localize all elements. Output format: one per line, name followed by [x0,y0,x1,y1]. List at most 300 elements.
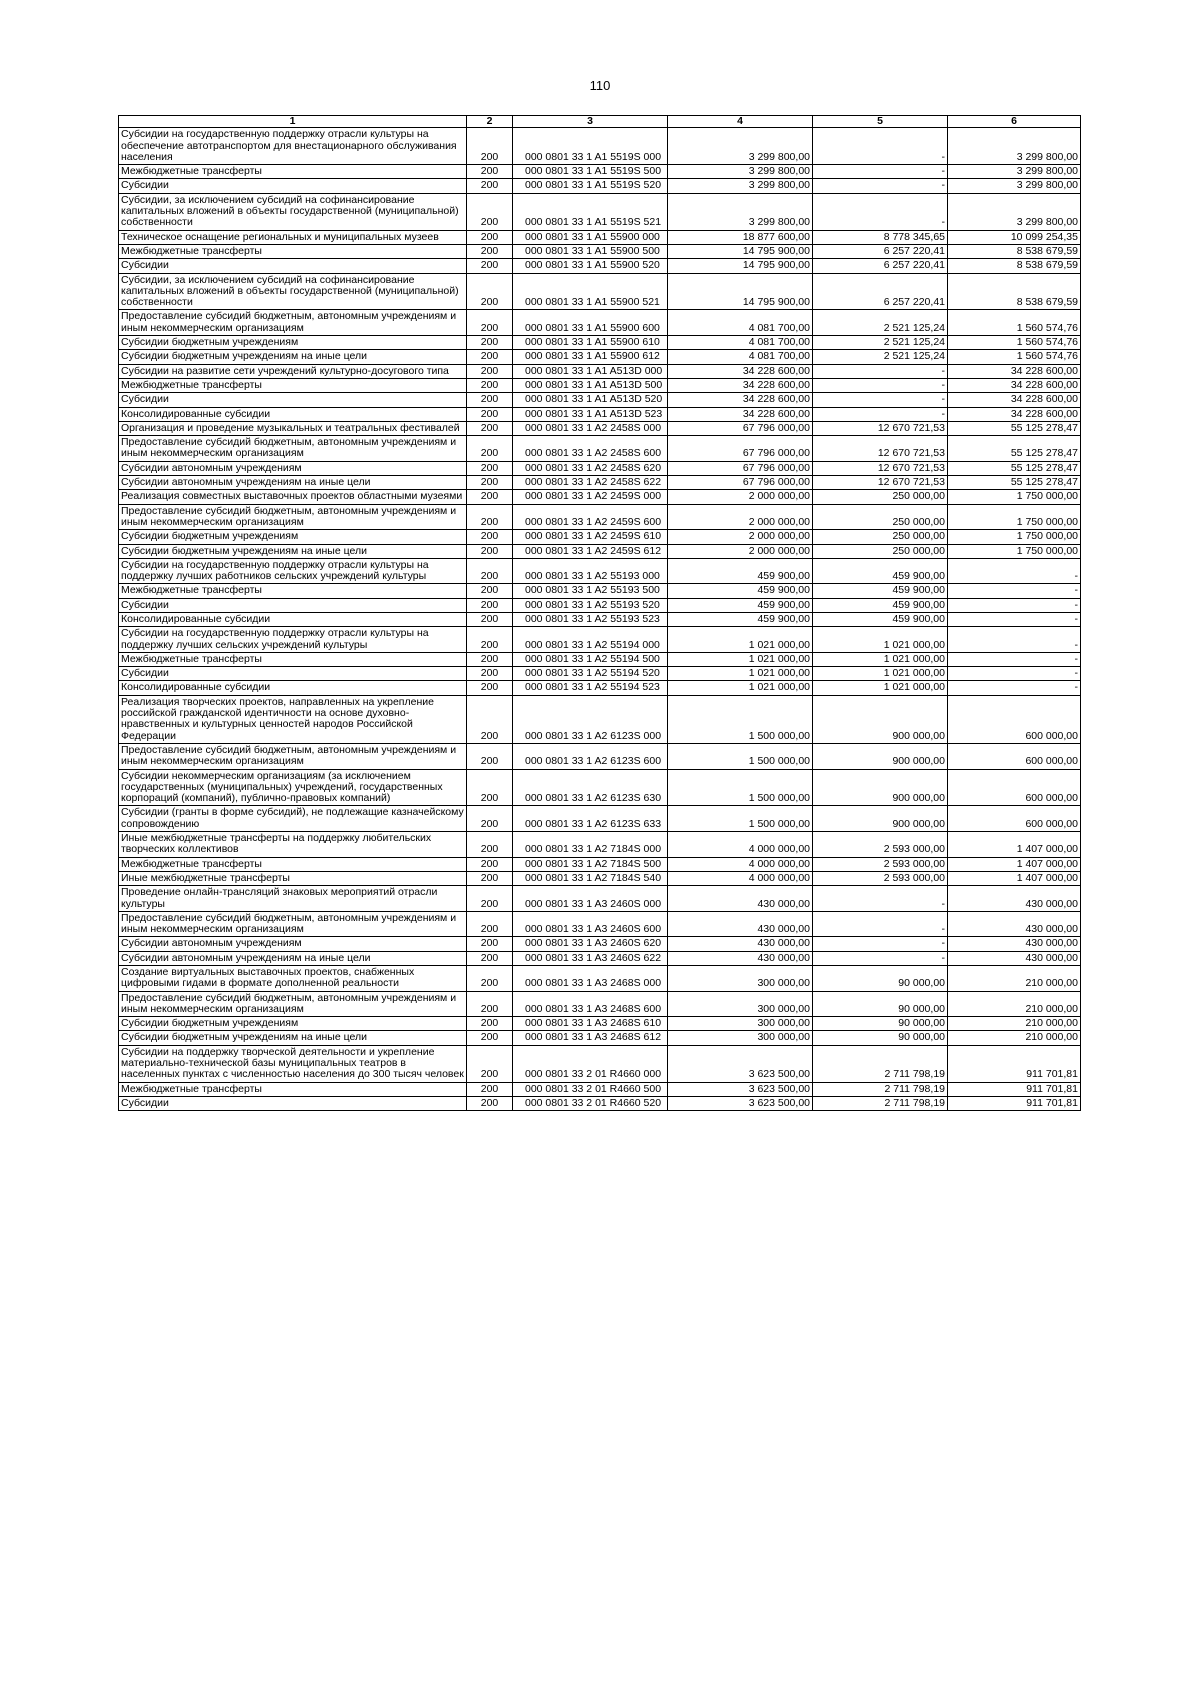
row-remaining: 1 407 000,00 [948,871,1081,885]
row-code: 200 [467,911,513,937]
row-code: 200 [467,806,513,832]
row-executed: 250 000,00 [813,530,948,544]
header-col-5: 5 [813,116,948,128]
row-approved: 4 081 700,00 [668,336,813,350]
row-code: 200 [467,259,513,273]
row-remaining: - [948,584,1081,598]
row-executed: 1 021 000,00 [813,681,948,695]
table-row [119,871,1081,885]
row-classification: 000 0801 33 1 A2 2458S 600 [513,436,668,462]
row-approved: 3 299 800,00 [668,179,813,193]
row-code: 200 [467,1045,513,1082]
row-approved: 1 021 000,00 [668,681,813,695]
table-row [119,1045,1081,1082]
row-name: Предоставление субсидий бюджетным, автономным учреждениям и иным некоммерческим организациям [119,436,467,462]
row-code: 200 [467,1031,513,1045]
row-name: Субсидии [119,1096,467,1110]
row-name: Субсидии на государственную поддержку отрасли культуры на поддержку лучших работников сельских учреждений культуры [119,558,467,584]
row-code: 200 [467,193,513,230]
row-classification: 000 0801 33 1 A3 2460S 622 [513,951,668,965]
row-approved: 18 877 600,00 [668,230,813,244]
row-executed: 12 670 721,53 [813,421,948,435]
table-row [119,769,1081,806]
table-row [119,378,1081,392]
row-approved: 300 000,00 [668,966,813,992]
table-row [119,667,1081,681]
row-remaining: 600 000,00 [948,743,1081,769]
table-row [119,128,1081,165]
table-row [119,244,1081,258]
row-code: 200 [467,530,513,544]
row-remaining: 600 000,00 [948,806,1081,832]
row-name: Субсидии на государственную поддержку отрасли культуры на обеспечение автотранспортом для внестационарного обслуживания населения [119,128,467,165]
table-row [119,652,1081,666]
row-approved: 14 795 900,00 [668,273,813,310]
table-row [119,695,1081,743]
table-row [119,407,1081,421]
row-approved: 459 900,00 [668,612,813,626]
row-executed: - [813,407,948,421]
table-row [119,857,1081,871]
table-row [119,1017,1081,1031]
row-name: Межбюджетные трансферты [119,652,467,666]
row-name: Предоставление субсидий бюджетным, автономным учреждениям и иным некоммерческим организациям [119,991,467,1017]
row-code: 200 [467,681,513,695]
row-code: 200 [467,476,513,490]
row-executed: 900 000,00 [813,806,948,832]
table-row [119,1031,1081,1045]
row-name: Межбюджетные трансферты [119,857,467,871]
row-name: Реализация творческих проектов, направленных на укрепление российской гражданской идентичности на основе духовно-нравственных и культурных ценностей народов Российской Федерации [119,695,467,743]
header-col-1: 1 [119,116,467,128]
row-classification: 000 0801 33 1 A2 6123S 630 [513,769,668,806]
row-remaining: 34 228 600,00 [948,393,1081,407]
table-row [119,193,1081,230]
table-row [119,530,1081,544]
row-name: Субсидии на государственную поддержку отрасли культуры на поддержку лучших сельских учреждений культуры [119,627,467,653]
row-code: 200 [467,421,513,435]
row-classification: 000 0801 33 1 A2 55194 520 [513,667,668,681]
row-classification: 000 0801 33 1 A1 A513D 500 [513,378,668,392]
row-classification: 000 0801 33 1 A1 5519S 000 [513,128,668,165]
row-classification: 000 0801 33 1 A2 6123S 600 [513,743,668,769]
row-code: 200 [467,584,513,598]
row-name: Проведение онлайн-трансляций знаковых мероприятий отрасли культуры [119,886,467,912]
row-approved: 1 021 000,00 [668,667,813,681]
row-remaining: 34 228 600,00 [948,378,1081,392]
row-classification: 000 0801 33 2 01 R4660 000 [513,1045,668,1082]
table-row [119,393,1081,407]
row-name: Предоставление субсидий бюджетным, автономным учреждениям и иным некоммерческим организациям [119,504,467,530]
row-name: Организация и проведение музыкальных и театральных фестивалей [119,421,467,435]
table-row [119,461,1081,475]
row-remaining: - [948,598,1081,612]
row-executed: 6 257 220,41 [813,244,948,258]
row-approved: 67 796 000,00 [668,436,813,462]
row-approved: 459 900,00 [668,598,813,612]
row-remaining: - [948,667,1081,681]
row-classification: 000 0801 33 1 A1 55900 000 [513,230,668,244]
row-approved: 14 795 900,00 [668,259,813,273]
table-row [119,951,1081,965]
row-remaining: 600 000,00 [948,695,1081,743]
row-remaining: 34 228 600,00 [948,407,1081,421]
row-code: 200 [467,951,513,965]
row-classification: 000 0801 33 1 A3 2460S 620 [513,937,668,951]
row-remaining: 10 099 254,35 [948,230,1081,244]
row-name: Субсидии автономным учреждениям на иные цели [119,476,467,490]
row-executed: 2 593 000,00 [813,857,948,871]
row-code: 200 [467,128,513,165]
row-approved: 4 000 000,00 [668,832,813,858]
row-name: Субсидии (гранты в форме субсидий), не подлежащие казначейскому сопровождению [119,806,467,832]
row-classification: 000 0801 33 1 A3 2468S 000 [513,966,668,992]
table-row [119,310,1081,336]
row-approved: 459 900,00 [668,584,813,598]
row-code: 200 [467,461,513,475]
row-classification: 000 0801 33 1 A1 A513D 520 [513,393,668,407]
row-approved: 2 000 000,00 [668,490,813,504]
row-code: 200 [467,871,513,885]
row-name: Предоставление субсидий бюджетным, автономным учреждениям и иным некоммерческим организациям [119,310,467,336]
row-code: 200 [467,695,513,743]
row-approved: 3 623 500,00 [668,1045,813,1082]
row-code: 200 [467,407,513,421]
row-code: 200 [467,544,513,558]
table-row [119,504,1081,530]
row-remaining: 1 560 574,76 [948,310,1081,336]
row-classification: 000 0801 33 1 A2 55193 523 [513,612,668,626]
row-code: 200 [467,937,513,951]
row-name: Создание виртуальных выставочных проектов, снабженных цифровыми гидами в формате дополненной реальности [119,966,467,992]
row-approved: 3 623 500,00 [668,1096,813,1110]
table-header-row [119,116,1081,128]
row-approved: 34 228 600,00 [668,378,813,392]
row-classification: 000 0801 33 1 A3 2468S 600 [513,991,668,1017]
row-remaining: 430 000,00 [948,886,1081,912]
row-remaining: 8 538 679,59 [948,273,1081,310]
row-approved: 1 500 000,00 [668,695,813,743]
row-code: 200 [467,179,513,193]
row-approved: 300 000,00 [668,1017,813,1031]
row-code: 200 [467,1096,513,1110]
row-approved: 300 000,00 [668,1031,813,1045]
row-classification: 000 0801 33 1 A2 2459S 610 [513,530,668,544]
row-executed: 900 000,00 [813,769,948,806]
row-name: Консолидированные субсидии [119,681,467,695]
row-approved: 67 796 000,00 [668,461,813,475]
row-approved: 67 796 000,00 [668,421,813,435]
row-executed: 90 000,00 [813,1031,948,1045]
row-executed: 2 711 798,19 [813,1082,948,1096]
table-row [119,1096,1081,1110]
row-remaining: 911 701,81 [948,1082,1081,1096]
row-approved: 430 000,00 [668,886,813,912]
row-code: 200 [467,769,513,806]
table-row [119,886,1081,912]
header-col-2: 2 [467,116,513,128]
row-classification: 000 0801 33 1 A1 5519S 520 [513,179,668,193]
budget-table [118,115,1081,1111]
row-executed: 2 711 798,19 [813,1045,948,1082]
row-classification: 000 0801 33 1 A1 55900 521 [513,273,668,310]
row-executed: 90 000,00 [813,1017,948,1031]
table-row [119,350,1081,364]
row-code: 200 [467,350,513,364]
row-remaining: 210 000,00 [948,991,1081,1017]
row-code: 200 [467,991,513,1017]
row-remaining: 34 228 600,00 [948,364,1081,378]
row-classification: 000 0801 33 1 A2 7184S 540 [513,871,668,885]
table-row [119,421,1081,435]
row-executed: 8 778 345,65 [813,230,948,244]
row-executed: 459 900,00 [813,558,948,584]
row-executed: - [813,911,948,937]
row-remaining: - [948,612,1081,626]
table-row [119,558,1081,584]
row-classification: 000 0801 33 1 A3 2468S 610 [513,1017,668,1031]
row-code: 200 [467,598,513,612]
table-row [119,681,1081,695]
row-code: 200 [467,886,513,912]
row-executed: 250 000,00 [813,544,948,558]
row-classification: 000 0801 33 1 A2 2459S 612 [513,544,668,558]
row-remaining: 55 125 278,47 [948,476,1081,490]
row-code: 200 [467,504,513,530]
table-row [119,598,1081,612]
row-executed: 2 521 125,24 [813,336,948,350]
table-row [119,991,1081,1017]
row-classification: 000 0801 33 1 A3 2460S 600 [513,911,668,937]
table-row [119,544,1081,558]
row-executed: 900 000,00 [813,695,948,743]
row-remaining: 210 000,00 [948,1031,1081,1045]
row-classification: 000 0801 33 1 A2 2458S 000 [513,421,668,435]
row-classification: 000 0801 33 1 A2 55193 520 [513,598,668,612]
row-approved: 4 081 700,00 [668,310,813,336]
row-name: Субсидии автономным учреждениям на иные цели [119,951,467,965]
row-approved: 34 228 600,00 [668,364,813,378]
row-name: Субсидии автономным учреждениям [119,461,467,475]
row-name: Субсидии бюджетным учреждениям [119,1017,467,1031]
row-code: 200 [467,230,513,244]
row-remaining: 1 750 000,00 [948,504,1081,530]
row-code: 200 [467,667,513,681]
row-code: 200 [467,627,513,653]
table-row [119,911,1081,937]
row-name: Субсидии бюджетным учреждениям на иные цели [119,1031,467,1045]
row-code: 200 [467,490,513,504]
table-row [119,612,1081,626]
row-executed: 90 000,00 [813,966,948,992]
row-name: Субсидии бюджетным учреждениям на иные цели [119,350,467,364]
row-executed: - [813,364,948,378]
table-row [119,436,1081,462]
table-row [119,230,1081,244]
row-name: Межбюджетные трансферты [119,584,467,598]
row-executed: 1 021 000,00 [813,667,948,681]
row-executed: 12 670 721,53 [813,461,948,475]
row-approved: 2 000 000,00 [668,504,813,530]
row-executed: - [813,193,948,230]
row-approved: 3 299 800,00 [668,165,813,179]
table-row [119,966,1081,992]
table-row [119,832,1081,858]
row-remaining: - [948,558,1081,584]
row-executed: 250 000,00 [813,490,948,504]
row-remaining: 3 299 800,00 [948,128,1081,165]
row-classification: 000 0801 33 1 A1 55900 612 [513,350,668,364]
row-executed: 2 521 125,24 [813,310,948,336]
row-executed: 2 593 000,00 [813,871,948,885]
row-classification: 000 0801 33 1 A1 55900 520 [513,259,668,273]
row-code: 200 [467,378,513,392]
row-name: Межбюджетные трансферты [119,1082,467,1096]
row-remaining: 430 000,00 [948,951,1081,965]
row-classification: 000 0801 33 1 A2 7184S 500 [513,857,668,871]
row-remaining: 1 407 000,00 [948,832,1081,858]
row-classification: 000 0801 33 1 A1 55900 500 [513,244,668,258]
row-name: Межбюджетные трансферты [119,165,467,179]
row-code: 200 [467,364,513,378]
row-classification: 000 0801 33 1 A2 2459S 000 [513,490,668,504]
table-row [119,743,1081,769]
row-remaining: 3 299 800,00 [948,165,1081,179]
row-executed: - [813,179,948,193]
row-classification: 000 0801 33 2 01 R4660 500 [513,1082,668,1096]
table-row [119,364,1081,378]
row-approved: 430 000,00 [668,951,813,965]
row-executed: 459 900,00 [813,612,948,626]
row-executed: 12 670 721,53 [813,476,948,490]
row-classification: 000 0801 33 1 A2 55194 500 [513,652,668,666]
row-code: 200 [467,310,513,336]
row-name: Консолидированные субсидии [119,407,467,421]
row-remaining: 55 125 278,47 [948,421,1081,435]
row-executed: 2 711 798,19 [813,1096,948,1110]
row-classification: 000 0801 33 1 A1 55900 600 [513,310,668,336]
row-code: 200 [467,743,513,769]
row-remaining: 1 750 000,00 [948,544,1081,558]
table-body [119,128,1081,1111]
row-name: Консолидированные субсидии [119,612,467,626]
row-name: Иные межбюджетные трансферты на поддержку любительских творческих коллективов [119,832,467,858]
row-approved: 430 000,00 [668,937,813,951]
row-remaining: 911 701,81 [948,1045,1081,1082]
row-name: Предоставление субсидий бюджетным, автономным учреждениям и иным некоммерческим организациям [119,743,467,769]
row-remaining: 8 538 679,59 [948,259,1081,273]
row-approved: 4 000 000,00 [668,871,813,885]
row-code: 200 [467,393,513,407]
row-remaining: 8 538 679,59 [948,244,1081,258]
row-classification: 000 0801 33 1 A2 55194 523 [513,681,668,695]
row-classification: 000 0801 33 1 A3 2460S 000 [513,886,668,912]
row-name: Субсидии [119,598,467,612]
row-remaining: 3 299 800,00 [948,179,1081,193]
row-code: 200 [467,558,513,584]
row-remaining: - [948,652,1081,666]
row-approved: 34 228 600,00 [668,393,813,407]
row-name: Техническое оснащение региональных и муниципальных музеев [119,230,467,244]
row-name: Субсидии на развитие сети учреждений культурно-досугового типа [119,364,467,378]
row-name: Субсидии бюджетным учреждениям [119,530,467,544]
table-row [119,806,1081,832]
row-classification: 000 0801 33 1 A2 55193 000 [513,558,668,584]
table-row [119,584,1081,598]
row-remaining: 3 299 800,00 [948,193,1081,230]
row-name: Субсидии, за исключением субсидий на софинансирование капитальных вложений в объекты государственной (муниципальной) собственности [119,273,467,310]
row-approved: 34 228 600,00 [668,407,813,421]
row-code: 200 [467,244,513,258]
row-code: 200 [467,652,513,666]
row-remaining: 1 560 574,76 [948,336,1081,350]
row-name: Субсидии на поддержку творческой деятельности и укрепление материально-технической базы муниципальных театров в населенных пунктах с численностью населения до 300 тысяч человек [119,1045,467,1082]
row-approved: 67 796 000,00 [668,476,813,490]
row-remaining: - [948,681,1081,695]
row-executed: 2 593 000,00 [813,832,948,858]
row-executed: 6 257 220,41 [813,259,948,273]
table-row [119,476,1081,490]
row-approved: 1 500 000,00 [668,769,813,806]
row-executed: 1 021 000,00 [813,652,948,666]
row-approved: 3 299 800,00 [668,128,813,165]
row-executed: - [813,951,948,965]
row-remaining: 430 000,00 [948,937,1081,951]
row-name: Субсидии, за исключением субсидий на софинансирование капитальных вложений в объекты государственной (муниципальной) собственности [119,193,467,230]
row-remaining: 55 125 278,47 [948,461,1081,475]
row-code: 200 [467,165,513,179]
row-code: 200 [467,1082,513,1096]
row-executed: - [813,393,948,407]
row-classification: 000 0801 33 1 A1 5519S 521 [513,193,668,230]
row-remaining: 1 750 000,00 [948,490,1081,504]
row-code: 200 [467,336,513,350]
row-classification: 000 0801 33 1 A1 55900 610 [513,336,668,350]
table-row [119,179,1081,193]
row-approved: 4 000 000,00 [668,857,813,871]
table-row [119,627,1081,653]
row-remaining: 1 750 000,00 [948,530,1081,544]
row-approved: 2 000 000,00 [668,530,813,544]
row-approved: 3 623 500,00 [668,1082,813,1096]
row-remaining: 55 125 278,47 [948,436,1081,462]
row-executed: 459 900,00 [813,598,948,612]
row-remaining: 430 000,00 [948,911,1081,937]
row-executed: - [813,128,948,165]
row-name: Субсидии [119,393,467,407]
row-remaining: 1 560 574,76 [948,350,1081,364]
row-classification: 000 0801 33 1 A2 2458S 620 [513,461,668,475]
row-approved: 1 021 000,00 [668,627,813,653]
row-name: Иные межбюджетные трансферты [119,871,467,885]
row-name: Субсидии [119,667,467,681]
row-executed: - [813,886,948,912]
row-approved: 14 795 900,00 [668,244,813,258]
row-remaining: 1 407 000,00 [948,857,1081,871]
row-approved: 459 900,00 [668,558,813,584]
table-row [119,1082,1081,1096]
row-classification: 000 0801 33 1 A2 55193 500 [513,584,668,598]
row-classification: 000 0801 33 1 A2 2459S 600 [513,504,668,530]
row-executed: 6 257 220,41 [813,273,948,310]
table-row [119,273,1081,310]
row-code: 200 [467,1017,513,1031]
table-row [119,336,1081,350]
row-approved: 1 500 000,00 [668,743,813,769]
row-classification: 000 0801 33 1 A1 A513D 000 [513,364,668,378]
row-approved: 4 081 700,00 [668,350,813,364]
row-classification: 000 0801 33 1 A2 6123S 633 [513,806,668,832]
